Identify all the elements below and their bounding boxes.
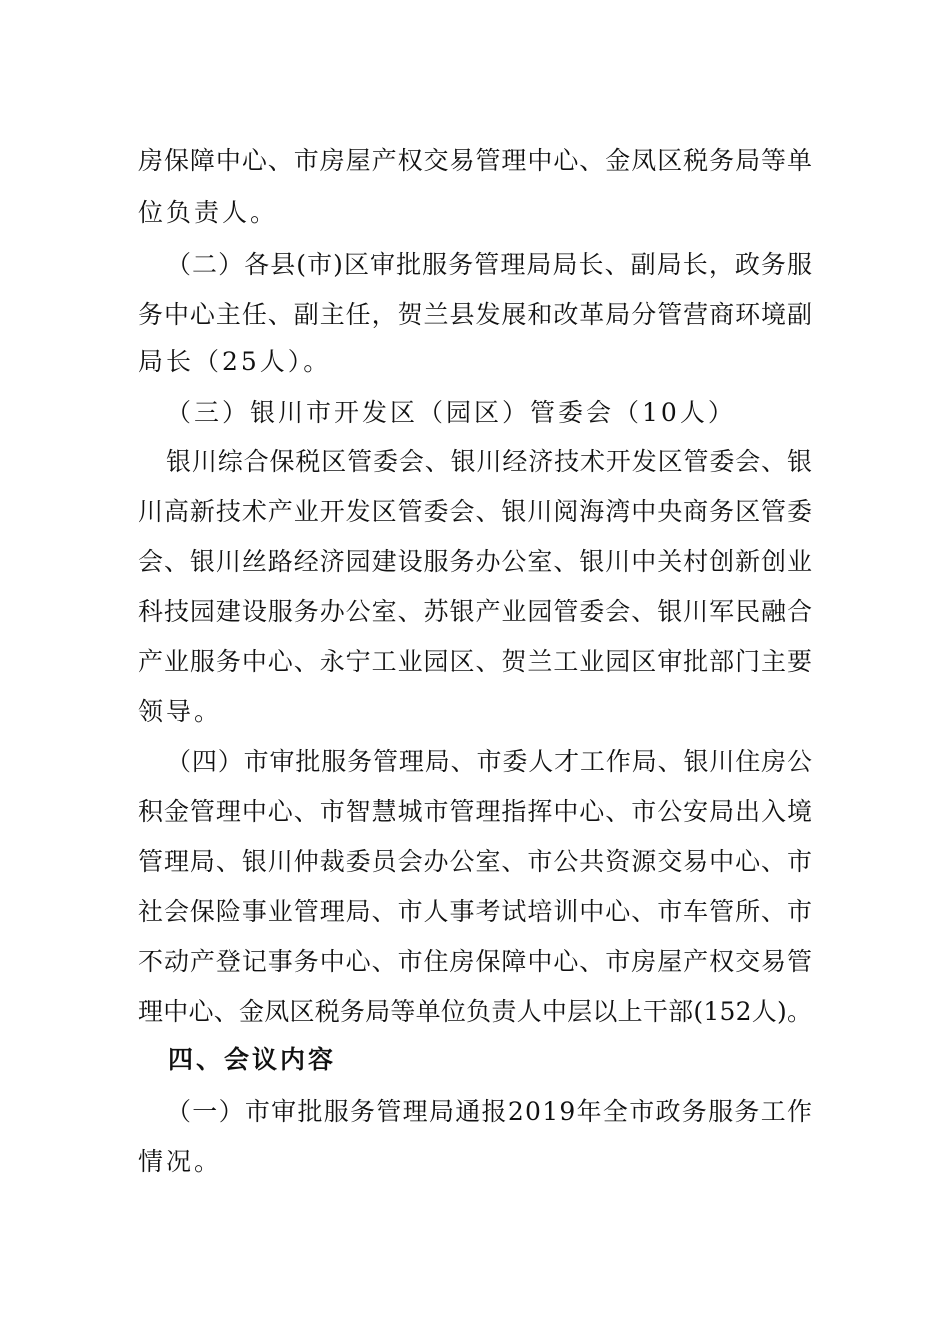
- line-text: 管理局、银川仲裁委员会办公室、市公共资源交易中心、市: [138, 847, 813, 876]
- text-line: [0, 290, 950, 340]
- line-text: 理中心、金凤区税务局等单位负责人中层以上干部(152人)。: [138, 997, 813, 1026]
- line-text: （三）银川市开发区（园区）管委会（10人）: [166, 398, 736, 427]
- text-line: [0, 240, 950, 290]
- line-text: 局长（25人）。: [138, 347, 332, 376]
- heading-text: 四、会议内容: [168, 1045, 337, 1074]
- text-line: [0, 737, 950, 787]
- text-line: [0, 987, 950, 1037]
- text-line: [0, 487, 950, 537]
- line-text: 产业服务中心、永宁工业园区、贺兰工业园区审批部门主要: [138, 647, 813, 676]
- text-line: [0, 337, 950, 387]
- text-line: [0, 587, 950, 637]
- line-text: （一）市审批服务管理局通报2019年全市政务服务工作: [166, 1097, 814, 1126]
- line-text: 积金管理中心、市智慧城市管理指挥中心、市公安局出入境: [138, 797, 813, 826]
- section-heading: [0, 1035, 950, 1085]
- text-line: [0, 1137, 950, 1187]
- text-line: [0, 837, 950, 887]
- line-text: 社会保险事业管理局、市人事考试培训中心、市车管所、市: [138, 897, 813, 926]
- line-text: 房保障中心、市房屋产权交易管理中心、金凤区税务局等单: [138, 146, 813, 175]
- line-text: 会、银川丝路经济园建设服务办公室、银川中关村创新创业: [138, 547, 813, 576]
- line-text: 科技园建设服务办公室、苏银产业园管委会、银川军民融合: [138, 597, 813, 626]
- text-line: [0, 937, 950, 987]
- text-line: [0, 388, 950, 438]
- line-text: （二）各县(市)区审批服务管理局局长、副局长，政务服: [166, 250, 814, 279]
- text-line: [0, 188, 950, 238]
- line-text: 务中心主任、副主任，贺兰县发展和改革局分管营商环境副: [138, 300, 813, 329]
- line-text: （四）市审批服务管理局、市委人才工作局、银川住房公: [166, 747, 813, 776]
- text-line: [0, 136, 950, 186]
- line-text: 领导。: [138, 697, 223, 726]
- line-text: 情况。: [138, 1147, 223, 1176]
- line-text: 位负责人。: [138, 198, 279, 227]
- text-line: [0, 437, 950, 487]
- line-text: 银川综合保税区管委会、银川经济技术开发区管委会、银: [166, 447, 813, 476]
- text-line: [0, 787, 950, 837]
- text-line: [0, 887, 950, 937]
- text-line: [0, 687, 950, 737]
- text-line: [0, 537, 950, 587]
- line-text: 不动产登记事务中心、市住房保障中心、市房屋产权交易管: [138, 947, 813, 976]
- text-line: [0, 637, 950, 687]
- text-line: [0, 1087, 950, 1137]
- line-text: 川高新技术产业开发区管委会、银川阅海湾中央商务区管委: [138, 497, 813, 526]
